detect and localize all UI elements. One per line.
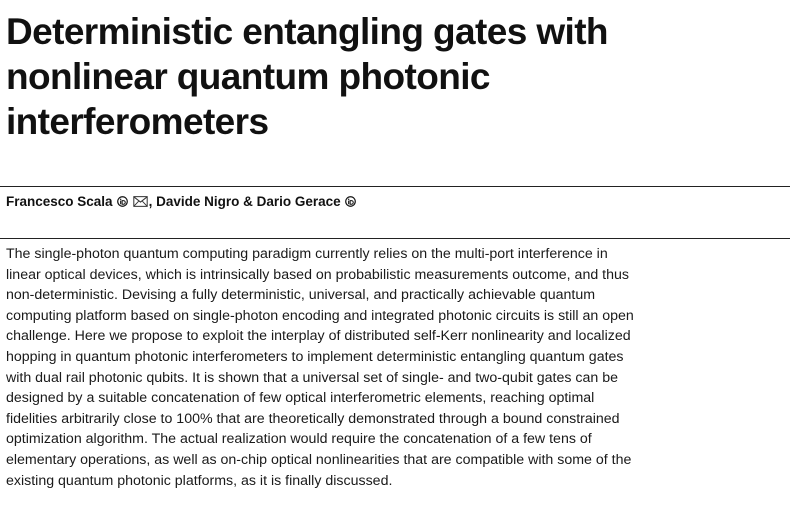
title-line: interferometers — [6, 101, 269, 142]
author-name-link[interactable]: Davide Nigro — [156, 193, 240, 209]
author-list — [6, 191, 359, 211]
author-separator: , — [148, 193, 157, 209]
article-title — [6, 9, 786, 144]
abstract-line: existing quantum photonic platforms, as it is finally discussed. — [6, 472, 393, 489]
abstract-line: optimization algorithm. The actual realization would require the concatenation of a few tens of — [6, 431, 592, 448]
abstract-line: fidelities arbitrarily close to 100% that are theoretically demonstrated through a bound constrained — [6, 410, 620, 427]
orcid-icon[interactable] — [345, 196, 356, 207]
orcid-icon[interactable] — [117, 196, 128, 207]
author-separator: & — [239, 193, 257, 209]
abstract-line: elementary operations, as well as on-chip optical nonlinearities that are compatible with some of the — [6, 451, 632, 468]
abstract-line: non-deterministic. Devising a fully deterministic, universal, and practically achievable quantum — [6, 287, 596, 304]
bottom-divider — [0, 238, 790, 239]
title-line: nonlinear quantum photonic — [6, 56, 490, 97]
abstract-line: challenge. Here we propose to exploit the interplay of distributed self-Kerr nonlinearity and localized — [6, 328, 631, 345]
abstract-line: hopping in quantum photonic interferometers to implement deterministic entangling quantum gates — [6, 348, 624, 365]
title-line: Deterministic entangling gates with — [6, 11, 608, 52]
abstract-line: The single-photon quantum computing paradigm currently relies on the multi-port interference in — [6, 246, 608, 262]
author-name-link[interactable]: Dario Gerace — [256, 193, 341, 209]
abstract-line: designed by a suitable concatenation of few optical interferometric elements, reaching optimal — [6, 390, 595, 407]
author-name-link[interactable]: Francesco Scala — [6, 193, 113, 209]
mail-icon[interactable] — [133, 196, 148, 207]
abstract-line: with dual rail photonic qubits. It is shown that a universal set of single- and two-qubit gates can be — [6, 369, 618, 386]
abstract-line: computing platform based on single-photon encoding and integrated photonic circuits is still an open — [6, 307, 634, 324]
top-divider — [0, 186, 790, 187]
abstract — [6, 244, 666, 491]
abstract-line: linear optical devices, which is intrinsically based on probabilistic measurements outcome, and thus — [6, 266, 629, 283]
